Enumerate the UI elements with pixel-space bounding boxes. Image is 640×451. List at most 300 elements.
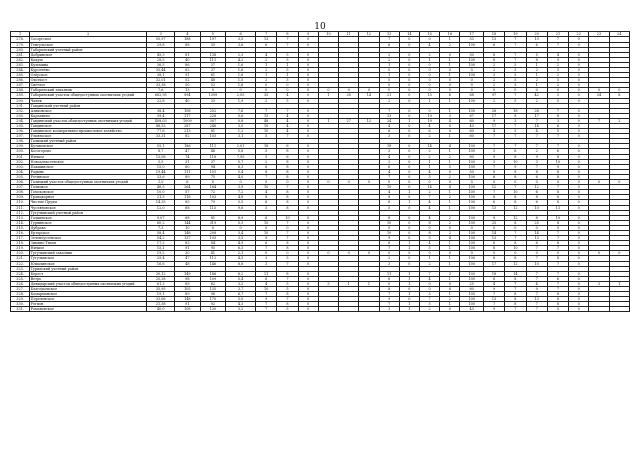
value-cell: 8 — [547, 169, 568, 174]
value-cell: 10 — [256, 230, 277, 235]
value-cell: 1 — [440, 256, 460, 261]
value-cell: 7 — [483, 164, 504, 169]
row-number-cell: 318. — [11, 241, 30, 246]
value-cell: 100 — [460, 276, 483, 281]
value-cell: 4 — [420, 124, 440, 129]
value-cell: 0 — [298, 42, 318, 47]
name-cell: Кокуш — [30, 57, 147, 62]
value-cell: 9 — [526, 287, 547, 292]
name-cell: Регион — [30, 302, 147, 307]
value-cell: 49,3 — [147, 52, 175, 57]
value-cell: 0 — [569, 169, 589, 174]
name-cell: Косогорово — [30, 149, 147, 154]
value-cell: 89 — [175, 174, 201, 179]
value-cell: 0 — [420, 180, 440, 185]
value-cell: 0 — [298, 276, 318, 281]
value-cell: 0 — [399, 287, 419, 292]
value-cell: 19,44 — [147, 169, 175, 174]
value-cell: 0 — [318, 251, 338, 256]
value-cell: 27 — [339, 118, 359, 123]
value-cell: 193 — [200, 236, 226, 241]
value-cell: 4 — [277, 93, 298, 98]
value-cell: 0 — [200, 225, 226, 230]
value-cell: 0 — [609, 180, 629, 185]
value-cell: 7 — [256, 307, 277, 312]
row-number-cell: 303. — [11, 164, 30, 169]
value-cell: 1 — [256, 62, 277, 67]
value-cell: 18 — [483, 271, 504, 276]
value-cell: 0 — [420, 225, 440, 230]
column-header: 2 — [30, 32, 147, 37]
value-cell: 3,2 — [226, 281, 256, 286]
value-cell: 0 — [256, 180, 277, 185]
value-cell: 0 — [298, 302, 318, 307]
value-cell: 0 — [399, 124, 419, 129]
value-cell: 6 — [379, 164, 399, 169]
value-cell: 9 — [547, 57, 568, 62]
value-cell: 0 — [483, 88, 504, 93]
value-cell: 0 — [298, 149, 318, 154]
value-cell: 100 — [460, 256, 483, 261]
name-cell: Талицкое — [30, 185, 147, 190]
row-number-cell: 285. — [11, 73, 30, 78]
value-cell: 0 — [399, 195, 419, 200]
value-cell: 1 — [440, 98, 460, 103]
value-cell: 0 — [379, 78, 399, 83]
value-cell: 0,8 — [226, 118, 256, 123]
value-cell: 0 — [569, 271, 589, 276]
value-cell: 1 — [399, 200, 419, 205]
value-cell: 8 — [547, 190, 568, 195]
value-cell: 186 — [200, 271, 226, 276]
value-cell: 0 — [298, 37, 318, 42]
value-cell: 16,6 — [147, 261, 175, 266]
column-header: 21 — [547, 32, 568, 37]
value-cell: 0 — [277, 83, 298, 88]
value-cell: 0 — [256, 83, 277, 88]
value-cell: 60 — [460, 134, 483, 139]
value-cell: 24 — [379, 118, 399, 123]
value-cell: 72 — [200, 190, 226, 195]
value-cell: 7 — [526, 276, 547, 281]
value-cell: 79 — [200, 200, 226, 205]
value-cell: 58,4 — [147, 230, 175, 235]
value-cell: 0 — [298, 230, 318, 235]
value-cell: 14 — [505, 271, 526, 276]
value-cell: 8 — [483, 57, 504, 62]
row-number-cell: 301. — [11, 154, 30, 159]
value-cell: 0 — [505, 180, 526, 185]
value-cell: 94 — [200, 164, 226, 169]
value-cell: 12 — [483, 185, 504, 190]
value-cell: 4 — [277, 118, 298, 123]
value-cell: 2 — [483, 62, 504, 67]
value-cell: 2 — [256, 57, 277, 62]
value-cell: 1,9 — [226, 98, 256, 103]
value-cell: 1 — [440, 246, 460, 251]
row-number-cell: 322. — [11, 261, 30, 266]
value-cell: 0 — [547, 88, 568, 93]
value-cell: 0 — [277, 251, 298, 256]
value-cell: 1 — [379, 73, 399, 78]
name-cell: Карзавино — [30, 113, 147, 118]
value-cell: 7 — [547, 261, 568, 266]
row-number-cell: 302. — [11, 159, 30, 164]
value-cell: 7 — [547, 37, 568, 42]
value-cell: 8 — [277, 241, 298, 246]
value-cell: 37 — [200, 67, 226, 72]
value-cell: 7 — [526, 256, 547, 261]
value-cell: 0 — [399, 180, 419, 185]
value-cell: 85 — [175, 200, 201, 205]
value-cell: 0 — [298, 159, 318, 164]
value-cell: 34 — [589, 93, 609, 98]
value-cell: 3 — [379, 149, 399, 154]
value-cell: 13 — [483, 37, 504, 42]
value-cell: 0 — [440, 124, 460, 129]
value-cell: 0 — [569, 205, 589, 210]
value-cell: 0 — [399, 52, 419, 57]
value-cell: 30 — [175, 251, 201, 256]
value-cell: 213 — [175, 129, 201, 134]
name-cell: Пакшинское — [30, 164, 147, 169]
value-cell: 6 — [256, 241, 277, 246]
value-cell: 10 — [175, 225, 201, 230]
value-cell: 4 — [420, 215, 440, 220]
value-cell: 14 — [420, 144, 440, 149]
value-cell: 7,95 — [226, 154, 256, 159]
row-number-cell: 279. — [11, 42, 30, 47]
value-cell: 0 — [298, 225, 318, 230]
value-cell: 3,5 — [226, 236, 256, 241]
value-cell: 18 — [256, 144, 277, 149]
value-cell: 0 — [420, 108, 440, 113]
value-cell: 28,5 — [147, 57, 175, 62]
value-cell: 3,9 — [226, 185, 256, 190]
value-cell: 408,03 — [147, 118, 175, 123]
value-cell: 6,7 — [226, 292, 256, 297]
value-cell: 0 — [339, 88, 359, 93]
value-cell: 0 — [298, 307, 318, 312]
value-cell: 2 — [379, 159, 399, 164]
value-cell: 2 — [256, 67, 277, 72]
value-cell: 2 — [440, 215, 460, 220]
value-cell: 6 — [483, 241, 504, 246]
value-cell: 6 — [483, 200, 504, 205]
value-cell: 0 — [359, 88, 379, 93]
value-cell: 8 — [505, 149, 526, 154]
value-cell: 8 — [483, 276, 504, 281]
value-cell: 0 — [569, 256, 589, 261]
value-cell: 4,8 — [226, 195, 256, 200]
value-cell: 0 — [399, 251, 419, 256]
value-cell: 48 — [256, 118, 277, 123]
value-cell: 0 — [256, 251, 277, 256]
value-cell: 14 — [526, 124, 547, 129]
value-cell: 0,7 — [226, 159, 256, 164]
value-cell: 7 — [379, 174, 399, 179]
value-cell: 5,5 — [147, 159, 175, 164]
value-cell: 21,5 — [147, 195, 175, 200]
value-cell: 89 — [175, 292, 201, 297]
value-cell: 4 — [440, 236, 460, 241]
value-cell: 0 — [399, 261, 419, 266]
value-cell: 15,0 — [147, 164, 175, 169]
value-cell: 28 — [526, 108, 547, 113]
value-cell: 0 — [359, 251, 379, 256]
value-cell: 1 — [318, 93, 338, 98]
value-cell: 8 — [420, 220, 440, 225]
value-cell: 0 — [298, 256, 318, 261]
value-cell: 35,44 — [147, 67, 175, 72]
value-cell: 4 — [420, 42, 440, 47]
value-cell: 8 — [547, 154, 568, 159]
value-cell: 5,8 — [226, 149, 256, 154]
value-cell: 1 — [399, 271, 419, 276]
value-cell: 2 — [420, 190, 440, 195]
value-cell: 8 — [277, 200, 298, 205]
value-cell: 0 — [298, 251, 318, 256]
value-cell: 1 — [526, 83, 547, 88]
value-cell: 0 — [298, 124, 318, 129]
value-cell: 0 — [379, 251, 399, 256]
value-cell: 0 — [569, 220, 589, 225]
name-cell: Таборинский заказник — [30, 88, 147, 93]
name-cell: Тугулымский учетный район — [30, 210, 147, 215]
value-cell: 0 — [569, 62, 589, 67]
value-cell: 0 — [318, 180, 338, 185]
value-cell: 6 — [483, 42, 504, 47]
value-cell: 4,3 — [226, 256, 256, 261]
value-cell: 4,3 — [226, 302, 256, 307]
value-cell: 0 — [569, 164, 589, 169]
value-cell: 19 — [420, 118, 440, 123]
value-cell: 0 — [399, 98, 419, 103]
value-cell: 1 — [526, 62, 547, 67]
value-cell: 1 — [277, 62, 298, 67]
row-number-cell: 307. — [11, 185, 30, 190]
value-cell: 2 — [256, 78, 277, 83]
name-cell: Ертарское — [30, 230, 147, 235]
value-cell: 1,5 — [226, 78, 256, 83]
name-cell: Гурвинское — [30, 220, 147, 225]
name-cell: Романовское — [30, 307, 147, 312]
row-number-cell: 312. — [11, 210, 30, 215]
value-cell: 5 — [547, 78, 568, 83]
name-cell: Томсковское — [30, 190, 147, 195]
value-cell: 0 — [226, 180, 256, 185]
value-cell: 100 — [460, 73, 483, 78]
value-cell: 103 — [200, 195, 226, 200]
value-cell: 8 — [505, 195, 526, 200]
value-cell: 0 — [298, 93, 318, 98]
value-cell: 98 — [200, 292, 226, 297]
value-cell: 7 — [547, 236, 568, 241]
value-cell: 0 — [569, 261, 589, 266]
value-cell: 0 — [359, 180, 379, 185]
value-cell: 0 — [569, 118, 589, 123]
row-number-cell: 281. — [11, 52, 30, 57]
value-cell: 8 — [505, 256, 526, 261]
value-cell: 0 — [379, 88, 399, 93]
value-cell: 0 — [379, 83, 399, 88]
value-cell: 8 — [547, 302, 568, 307]
value-cell: 4 — [256, 190, 277, 195]
name-cell: Ничкое — [30, 246, 147, 251]
value-cell: 138 — [200, 52, 226, 57]
value-cell: 100 — [460, 195, 483, 200]
value-cell: 33,6 — [147, 174, 175, 179]
value-cell: 0 — [399, 236, 419, 241]
value-cell: 3,6 — [226, 42, 256, 47]
value-cell: 4 — [483, 129, 504, 134]
value-cell: 0 — [298, 73, 318, 78]
value-cell: 50 — [460, 52, 483, 57]
value-cell: 0 — [569, 98, 589, 103]
value-cell: 0 — [277, 180, 298, 185]
value-cell: 8 — [256, 169, 277, 174]
value-cell: 46 — [200, 149, 226, 154]
name-cell: Пореченское — [30, 297, 147, 302]
value-cell: 9 — [526, 154, 547, 159]
name-cell: Дивидарский участок общедоступных охотничьих угодий — [30, 281, 147, 286]
value-cell: 3 — [440, 271, 460, 276]
value-cell: 0 — [298, 134, 318, 139]
value-cell: 0 — [569, 57, 589, 62]
value-cell: 0 — [589, 88, 609, 93]
value-cell: 91 — [175, 246, 201, 251]
name-cell: Туринский учетный район — [30, 266, 147, 271]
value-cell: 0 — [339, 251, 359, 256]
column-header: 12 — [359, 32, 379, 37]
value-cell: 1 — [609, 281, 629, 286]
value-cell: 7 — [277, 134, 298, 139]
value-cell: 0 — [298, 200, 318, 205]
value-cell: 0 — [569, 292, 589, 297]
value-cell: 100 — [460, 108, 483, 113]
value-cell: 8 — [440, 287, 460, 292]
value-cell: 7 — [505, 124, 526, 129]
value-cell: 6 — [175, 180, 201, 185]
value-cell: 3 — [318, 281, 338, 286]
value-cell: 100 — [460, 271, 483, 276]
value-cell: 3 — [256, 149, 277, 154]
value-cell: 0 — [440, 180, 460, 185]
value-cell: 10 — [256, 124, 277, 129]
value-cell: 1 — [420, 256, 440, 261]
value-cell: 7 — [277, 236, 298, 241]
value-cell: 88,53 — [147, 124, 175, 129]
value-cell: 5 — [420, 302, 440, 307]
value-cell: 86 — [175, 62, 201, 67]
value-cell: 8 — [505, 200, 526, 205]
value-cell: 7 — [526, 134, 547, 139]
value-cell: 1,6 — [226, 73, 256, 78]
value-cell: 100 — [460, 144, 483, 149]
value-cell — [589, 307, 609, 312]
value-cell: 1,6 — [226, 83, 256, 88]
row-number-cell: 313. — [11, 215, 30, 220]
value-cell: 100 — [460, 98, 483, 103]
value-cell: 2 — [440, 220, 460, 225]
value-cell: 8 — [483, 169, 504, 174]
value-cell: 0 — [440, 169, 460, 174]
value-cell: 7 — [505, 236, 526, 241]
value-cell: 6 — [256, 200, 277, 205]
value-cell: 184 — [200, 185, 226, 190]
value-cell: 8 — [505, 113, 526, 118]
value-cell: 5,3 — [226, 220, 256, 225]
value-cell: 17 — [526, 113, 547, 118]
value-cell: 2 — [379, 256, 399, 261]
value-cell: 8 — [277, 164, 298, 169]
row-number-cell: 308. — [11, 190, 30, 195]
name-cell: Чанек — [30, 98, 147, 103]
value-cell: 8 — [505, 241, 526, 246]
name-cell: Добринское — [30, 52, 147, 57]
value-cell: 7 — [505, 287, 526, 292]
value-cell: 0 — [318, 88, 338, 93]
value-cell: 4 — [440, 144, 460, 149]
value-cell: 8 — [379, 287, 399, 292]
value-cell: 2 — [420, 261, 440, 266]
value-cell: 170 — [200, 297, 226, 302]
value-cell: 8 — [505, 292, 526, 297]
value-cell: 7 — [505, 42, 526, 47]
value-cell: 2 — [420, 149, 440, 154]
value-cell: 6 — [256, 42, 277, 47]
value-cell: 7 — [379, 302, 399, 307]
value-cell: 9 — [379, 236, 399, 241]
value-cell: 2 — [379, 57, 399, 62]
value-cell: 1 — [526, 73, 547, 78]
value-cell: 6,3 — [226, 164, 256, 169]
row-number-cell: 287. — [11, 83, 30, 88]
name-cell: Радынь — [30, 169, 147, 174]
value-cell: 8 — [526, 215, 547, 220]
value-cell: 8 — [547, 292, 568, 297]
row-number-cell: 284. — [11, 67, 30, 72]
value-cell: 3,1 — [226, 134, 256, 139]
column-header: 4 — [175, 32, 201, 37]
value-cell: 81 — [175, 52, 201, 57]
value-cell: 10 — [505, 190, 526, 195]
value-cell: 7,2 — [226, 190, 256, 195]
row-number-cell: 304. — [11, 169, 30, 174]
value-cell: 2 — [483, 83, 504, 88]
name-cell: Зеленоустенское — [30, 236, 147, 241]
value-cell: 118 — [200, 154, 226, 159]
value-cell: 10,0 — [147, 190, 175, 195]
value-cell: 246 — [200, 124, 226, 129]
value-cell: 5 — [277, 52, 298, 57]
name-cell: Галкинское — [30, 215, 147, 220]
value-cell: 36,5 — [147, 62, 175, 67]
value-cell: 13 — [256, 37, 277, 42]
value-cell: 77,6 — [147, 129, 175, 134]
value-cell: 50 — [175, 83, 201, 88]
column-header: 9 — [298, 32, 318, 37]
value-cell: 6 — [277, 144, 298, 149]
value-cell: 0 — [440, 307, 460, 312]
value-cell: 100 — [460, 174, 483, 179]
value-cell: 186 — [175, 144, 201, 149]
value-cell: 1 — [420, 98, 440, 103]
value-cell: 29,8 — [147, 42, 175, 47]
value-cell: 0 — [609, 88, 629, 93]
value-cell: 101 — [200, 169, 226, 174]
value-cell: 8 — [547, 297, 568, 302]
